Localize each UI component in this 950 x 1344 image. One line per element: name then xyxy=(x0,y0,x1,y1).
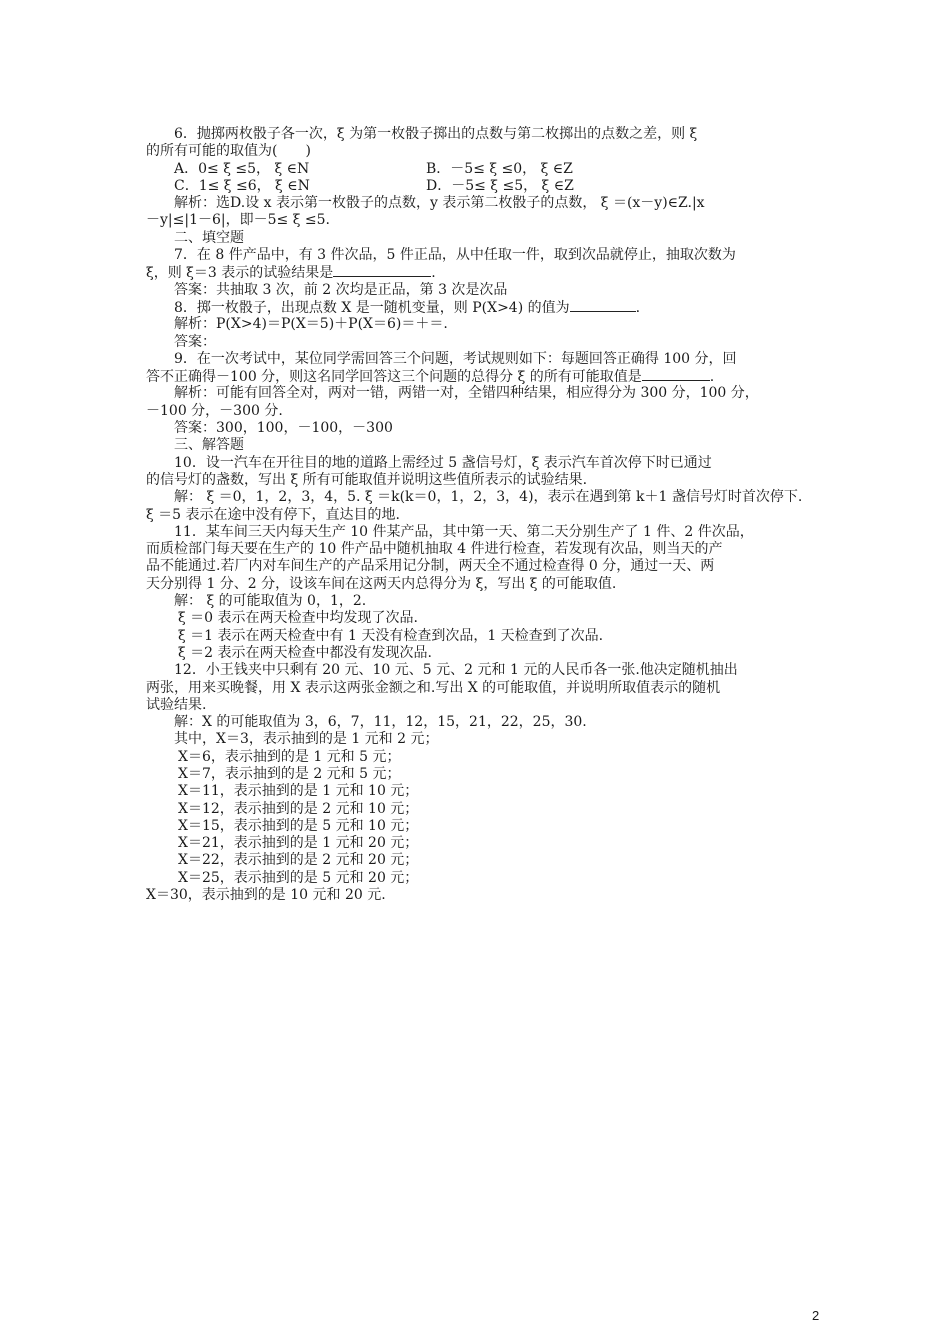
q9-answer-blank xyxy=(642,368,710,381)
q7-answer-blank xyxy=(333,264,431,277)
q8-line1-end: . xyxy=(635,299,641,316)
q6-options-row2 xyxy=(146,178,816,195)
q9-answer: 答案：300，100，－100，－300 xyxy=(174,420,393,437)
q11-line1: 11．某车间三天内每天生产 10 件某产品，其中第一天、第二天分别生产了 1 件、2 件次品， xyxy=(174,523,754,540)
q11-case-2: ξ ＝2 表示在两天检查中都没有发现次品. xyxy=(178,644,432,661)
q6-option-b: B．－5≤ ξ ≤0， ξ ∈Z xyxy=(426,160,573,177)
q6-analysis-line1: 解析：选D.设 x 表示第一枚骰子的点数，y 表示第二枚骰子的点数， ξ ＝(x－y)∈Z.|x xyxy=(174,195,705,212)
q7-line2-end: . xyxy=(431,265,436,282)
q10-solution-line1: 解： ξ ＝0，1，2，3，4，5. ξ ＝k(k＝0，1，2，3，4)，表示在遇到第 k＋1 盏信号灯时首次停下. xyxy=(174,489,803,506)
q7-line1: 7．在 8 件产品中，有 3 件次品，5 件正品，从中任取一件，取到次品就停止，抽取次数为 xyxy=(174,247,736,264)
q11-line4: 天分别得 1 分、2 分，设该车间在这两天内总得分为 ξ，写出 ξ 的可能取值. xyxy=(146,575,617,592)
q12-line1: 12．小王钱夹中只剩有 20 元、10 元、5 元、2 元和 1 元的人民币各一张.他决定随机抽出 xyxy=(174,662,738,679)
q6-line2 xyxy=(146,143,816,160)
q11-solution: 解： ξ 的可能取值为 0，1，2. xyxy=(174,593,367,610)
q12-item: X＝6，表示抽到的是 1 元和 5 元； xyxy=(178,748,401,765)
q7-line2 xyxy=(146,264,816,281)
q12-item: X＝7，表示抽到的是 2 元和 5 元； xyxy=(178,765,401,782)
q8-answer-blank xyxy=(570,299,636,312)
q12-solution: 解：X 的可能取值为 3，6，7，11，12，15，21，22，25，30. xyxy=(174,714,587,731)
q12-item: X＝12，表示抽到的是 2 元和 10 元； xyxy=(178,800,419,817)
q12-item: X＝22，表示抽到的是 2 元和 20 元； xyxy=(178,852,419,869)
q9-line1: 9．在一次考试中，某位同学需回答三个问题，考试规则如下：每题回答正确得 100 分，回 xyxy=(174,350,737,367)
q8-line1-text: 8．掷一枚骰子，出现点数 X 是一随机变量，则 P(X>4) 的值为 xyxy=(174,299,570,316)
q10-line1: 10．设一汽车在开往目的地的道路上需经过 5 盏信号灯，ξ 表示汽车首次停下时已通过 xyxy=(174,454,712,471)
q12-item: X＝15，表示抽到的是 5 元和 10 元； xyxy=(178,817,419,834)
q12-item: 其中，X＝3，表示抽到的是 1 元和 2 元； xyxy=(174,731,439,748)
q11-line2: 而质检部门每天要在生产的 10 件产品中随机抽取 4 件进行检查，若发现有次品，则当天的产 xyxy=(146,541,723,558)
q12-last-item: X＝30，表示抽到的是 10 元和 20 元. xyxy=(146,887,386,904)
q6-line2-close: ) xyxy=(305,143,311,160)
q8-answer: 答案： xyxy=(174,333,216,350)
q12-item: X＝25，表示抽到的是 5 元和 20 元； xyxy=(178,869,419,886)
page-number: 2 xyxy=(812,1308,820,1323)
q6-option-d: D．－5≤ ξ ≤5， ξ ∈Z xyxy=(426,177,574,194)
q6-option-c: C．1≤ ξ ≤6， ξ ∈N xyxy=(174,177,310,194)
q8-analysis: 解析：P(X>4)＝P(X＝5)＋P(X＝6)＝＋＝. xyxy=(174,316,448,333)
q12-line2: 两张，用来买晚餐，用 X 表示这两张金额之和.写出 X 的可能取值，并说明所取值表示的随机 xyxy=(146,679,721,696)
q6-line2-text: 的所有可能的取值为( xyxy=(146,143,278,160)
q12-line3: 试验结果. xyxy=(146,696,207,713)
q9-analysis-line1: 解析：可能有回答全对，两对一错，两错一对，全错四种结果，相应得分为 300 分，100 分， xyxy=(174,385,759,402)
q9-line2 xyxy=(146,368,816,385)
q6-line1: 6．抛掷两枚骰子各一次，ξ 为第一枚骰子掷出的点数与第二枚掷出的点数之差，则 ξ xyxy=(174,126,698,142)
q8-line1 xyxy=(146,299,816,316)
section-heading-solve: 三、解答题 xyxy=(174,437,244,454)
q11-case-0: ξ ＝0 表示在两天检查中均发现了次品. xyxy=(178,610,418,627)
page-content xyxy=(146,126,816,904)
q11-line3: 品不能通过.若厂内对车间生产的产品采用记分制，两天全不通过检查得 0 分，通过一天、两 xyxy=(146,558,715,575)
q6-options-row1 xyxy=(146,161,816,178)
q9-line2-text: 答不正确得－100 分，则这名同学回答这三个问题的总得分 ξ 的所有可能取值是 xyxy=(146,369,642,386)
q7-answer: 答案：共抽取 3 次，前 2 次均是正品，第 3 次是次品 xyxy=(174,281,508,298)
q6-analysis-line2: －y|≤|1－6|，即－5≤ ξ ≤5. xyxy=(146,212,330,229)
q12-item: X＝11，表示抽到的是 1 元和 10 元； xyxy=(178,783,419,800)
q7-line2-text: ξ，则 ξ＝3 表示的试验结果是 xyxy=(146,265,334,282)
q9-analysis-line2: －100 分，－300 分. xyxy=(146,402,283,419)
section-heading-fill-blank: 二、填空题 xyxy=(174,229,244,246)
q11-case-1: ξ ＝1 表示在两天检查中有 1 天没有检查到次品，1 天检查到了次品. xyxy=(178,627,604,644)
q9-line2-end: . xyxy=(709,369,715,386)
q6-option-a: A．0≤ ξ ≤5， ξ ∈N xyxy=(174,160,310,177)
q10-solution-line2: ξ ＝5 表示在途中没有停下，直达目的地. xyxy=(146,506,400,523)
q10-line2: 的信号灯的盏数，写出 ξ 所有可能取值并说明这些值所表示的试验结果. xyxy=(146,471,588,488)
q12-item: X＝21，表示抽到的是 1 元和 20 元； xyxy=(178,835,419,852)
